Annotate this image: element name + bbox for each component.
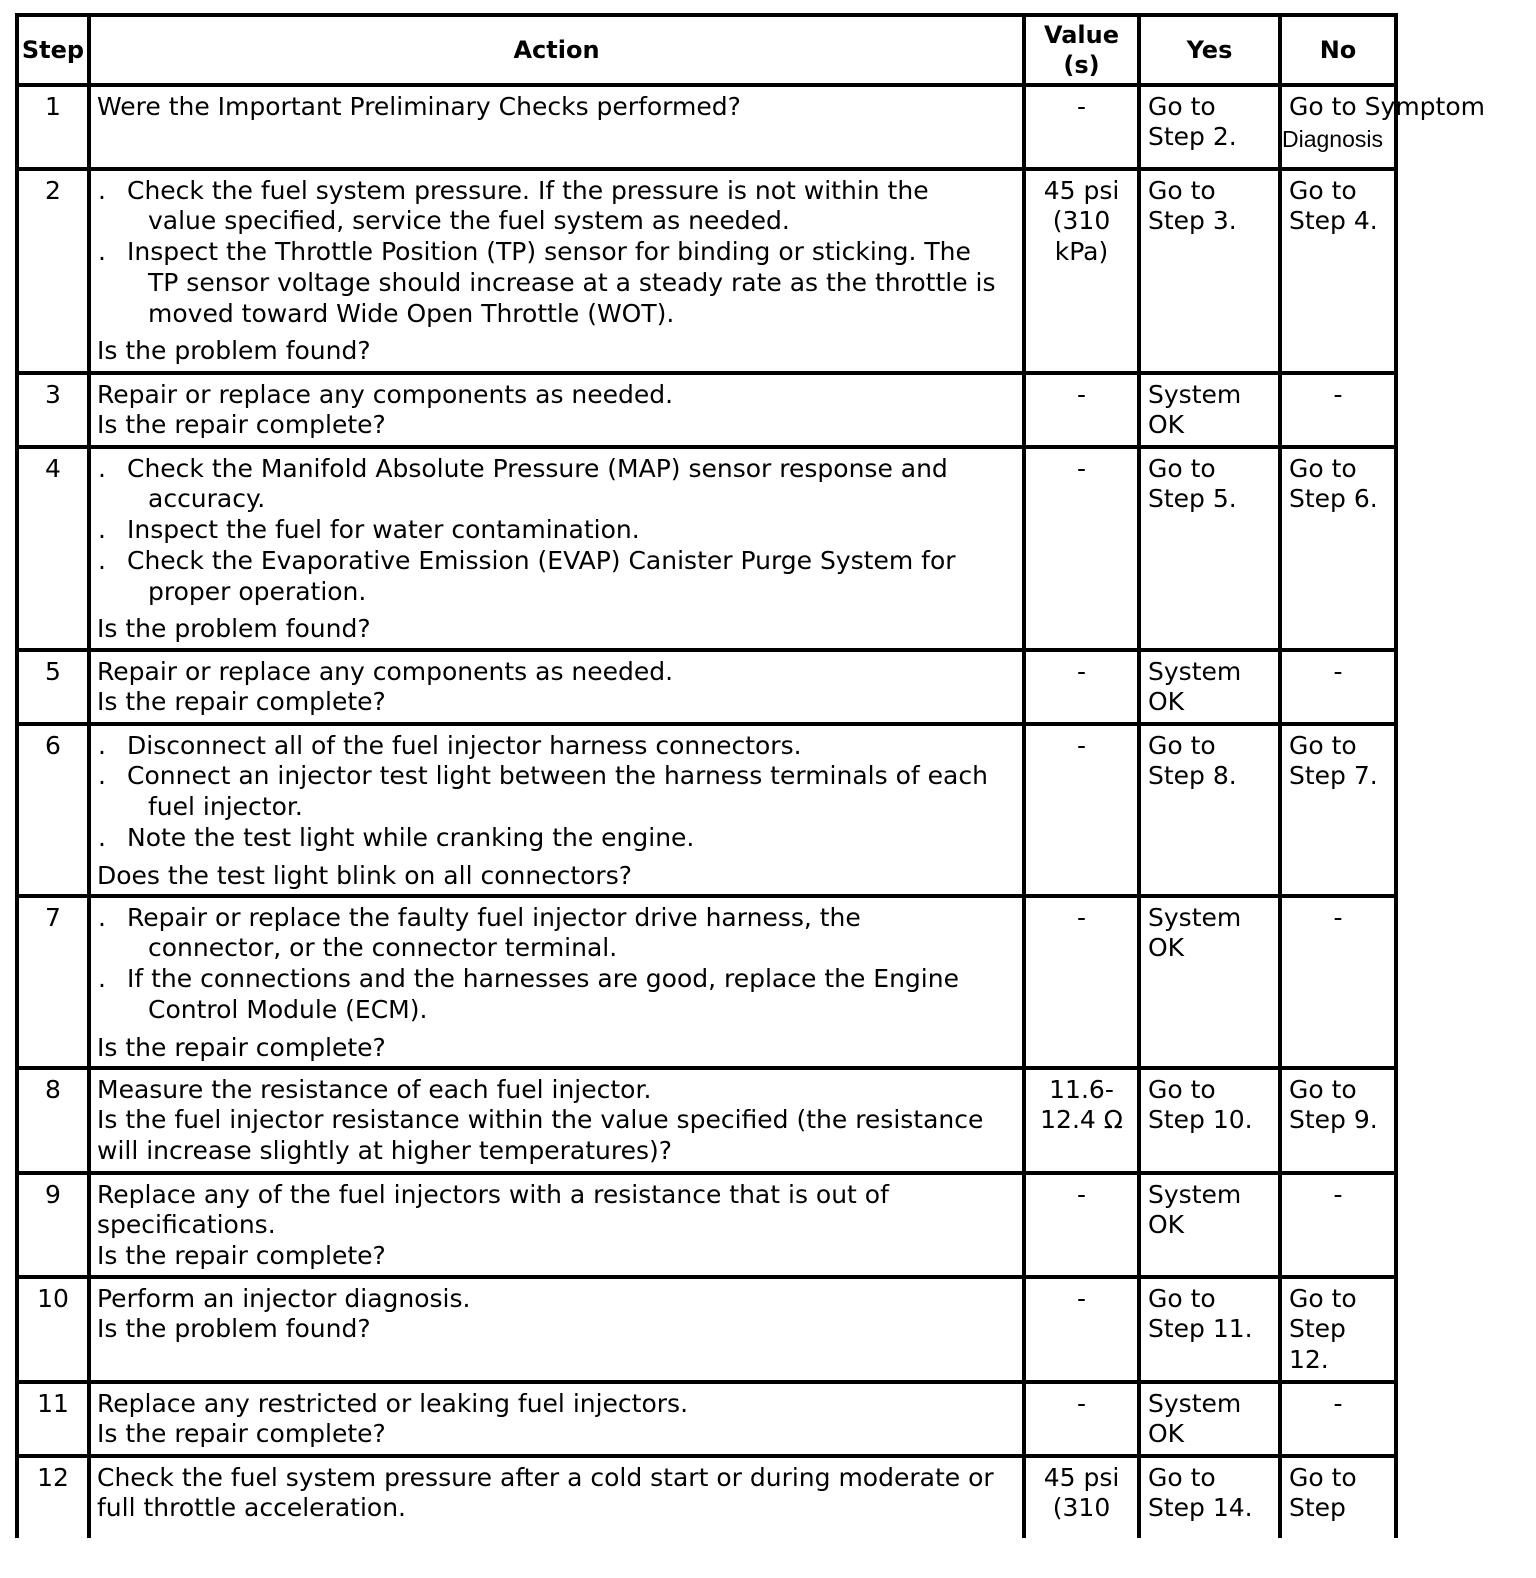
action-text: Is the repair complete? <box>97 1241 386 1270</box>
bullet-marker: . <box>98 237 106 266</box>
yes-cell: Go to Step 10. <box>1148 1074 1253 1135</box>
no-cell: Go to Step <box>1289 1462 1357 1523</box>
step-cell: 10 <box>37 1283 69 1313</box>
yes-cell: Go to Step 8. <box>1148 730 1237 791</box>
action-bullet-item <box>97 237 1022 329</box>
action-bullet-text: Connect an injector test light between the harness terminals of each fuel injector. <box>127 761 988 821</box>
step-cell: 5 <box>45 656 61 686</box>
value-cell: - <box>1076 730 1087 760</box>
yes-cell: System OK <box>1148 379 1242 440</box>
step-cell: 8 <box>45 1074 61 1104</box>
no-cell: Go to Step 9. <box>1289 1074 1378 1135</box>
action-cell <box>91 898 1022 1066</box>
action-cell <box>91 375 1022 445</box>
action-cell <box>91 1070 1022 1171</box>
no-cell: - <box>1333 1388 1343 1418</box>
step-cell: 9 <box>45 1179 61 1209</box>
bullet-marker: . <box>98 515 106 544</box>
table-row <box>0 449 1536 648</box>
action-text: Replace any of the fuel injectors with a resistance that is out of specifications. <box>97 1179 889 1240</box>
value-cell: - <box>1076 1179 1087 1209</box>
yes-cell: System OK <box>1148 1388 1242 1449</box>
action-text: Is the repair complete? <box>97 687 386 717</box>
value-cell: - <box>1076 902 1087 932</box>
header-yes: Yes <box>1186 36 1233 64</box>
action-bullet-item <box>97 515 1022 546</box>
step-cell: 6 <box>45 730 61 760</box>
action-bullet-item <box>97 823 1022 854</box>
bullet-marker: . <box>98 761 106 791</box>
action-bullet-text: Check the fuel system pressure. If the pressure is not within the value specified, service the fuel system as needed. <box>127 175 929 236</box>
no-cell: - <box>1333 1179 1343 1209</box>
action-cell <box>91 87 1022 167</box>
action-bullet-text: If the connections and the harnesses are good, replace the Engine Control Module (ECM). <box>127 964 959 1024</box>
no-cell: - <box>1333 656 1343 686</box>
action-bullet-text: Repair or replace the faulty fuel injector drive harness, the connector, or the connector terminal. <box>127 902 861 963</box>
action-cell <box>91 449 1022 648</box>
action-text: Check the fuel system pressure after a cold start or during moderate or full throttle acceleration. <box>97 1462 994 1523</box>
step-cell: 4 <box>45 453 61 483</box>
no-cell: Go to Step 7. <box>1289 730 1378 791</box>
step-cell: 7 <box>45 902 61 932</box>
action-bullet-text: Note the test light while cranking the engine. <box>127 822 695 852</box>
no-cell: Go to Step 12. <box>1289 1283 1357 1374</box>
yes-cell: System OK <box>1148 656 1242 717</box>
table-row <box>0 171 1536 371</box>
no-cell: Go to Step 6. <box>1289 453 1378 514</box>
value-cell: - <box>1076 1283 1087 1313</box>
header-action: Action <box>513 36 600 64</box>
value-cell: 45 psi (310 kPa) <box>1043 175 1120 266</box>
action-text: Measure the resistance of each fuel injector. <box>97 1074 652 1104</box>
value-cell: 11.6- 12.4 Ω <box>1040 1074 1123 1135</box>
step-cell: 12 <box>37 1462 69 1492</box>
header-no: No <box>1319 36 1357 64</box>
header-value: Value (s) <box>1043 21 1120 79</box>
bullet-marker: . <box>98 730 106 760</box>
value-cell: - <box>1076 453 1087 483</box>
action-cell <box>91 1279 1022 1380</box>
bullet-marker: . <box>98 545 106 575</box>
table-row <box>0 375 1536 445</box>
header-step: Step <box>21 36 85 64</box>
action-bullet-item <box>97 964 1022 1026</box>
bullet-marker: . <box>98 964 106 993</box>
yes-cell: Go to Step 14. <box>1148 1462 1253 1523</box>
action-text: Perform an injector diagnosis. <box>97 1283 471 1313</box>
action-bullet-item <box>97 731 1022 762</box>
action-question: Is the problem found? <box>97 336 371 366</box>
action-text: Is the repair complete? <box>97 1419 386 1449</box>
action-text: Repair or replace any components as needed. <box>97 379 674 409</box>
table-row <box>0 726 1536 894</box>
value-cell: 45 psi (310 <box>1043 1462 1120 1523</box>
action-bullet-text: Inspect the Throttle Position (TP) sensor for binding or sticking. The TP sensor voltage should increase at a steady rate as the throttle is moved toward Wide Open Throttle (WOT). <box>127 237 996 328</box>
table-row <box>0 1458 1536 1538</box>
action-question: Does the test light blink on all connectors? <box>97 860 632 890</box>
yes-cell: Go to Step 2. <box>1148 91 1237 152</box>
table-row <box>0 652 1536 722</box>
yes-cell: System OK <box>1148 902 1242 963</box>
table-row <box>0 1279 1536 1380</box>
action-text: Replace any restricted or leaking fuel injectors. <box>97 1388 689 1418</box>
yes-cell: System OK <box>1148 1179 1242 1240</box>
yes-cell: Go to Step 3. <box>1148 175 1237 236</box>
action-bullet-text: Check the Manifold Absolute Pressure (MAP) sensor response and accuracy. <box>127 453 948 514</box>
value-cell: - <box>1076 379 1087 409</box>
value-cell: - <box>1076 91 1087 121</box>
action-cell <box>91 652 1022 722</box>
value-cell: - <box>1076 1388 1087 1418</box>
no-text: Go to Symptom <box>1289 91 1485 121</box>
action-bullet-item <box>97 546 1022 608</box>
table-row <box>0 1175 1536 1275</box>
action-cell <box>91 1458 1022 1538</box>
action-bullet-item <box>97 903 1022 965</box>
action-text: Repair or replace any components as needed. <box>97 656 674 686</box>
yes-cell: Go to Step 5. <box>1148 453 1237 514</box>
action-question: Is the repair complete? <box>97 1032 386 1062</box>
action-question: Is the problem found? <box>97 614 371 644</box>
action-cell <box>91 1175 1022 1275</box>
action-text: Is the fuel injector resistance within the value specified (the resistance will increase slightly at higher temperatures)? <box>97 1105 984 1165</box>
action-cell <box>91 171 1022 371</box>
bullet-marker: . <box>98 902 106 932</box>
action-cell <box>91 726 1022 894</box>
table-row <box>0 898 1536 1066</box>
no-note-text: Diagnosis <box>1282 126 1383 153</box>
action-bullet-text: Check the Evaporative Emission (EVAP) Canister Purge System for proper operation. <box>127 545 956 606</box>
bullet-marker: . <box>98 822 106 852</box>
action-bullet-text: Inspect the fuel for water contamination. <box>127 515 640 544</box>
action-bullet-text: Disconnect all of the fuel injector harness connectors. <box>127 730 802 760</box>
no-cell <box>1282 87 1485 167</box>
yes-cell: Go to Step 11. <box>1148 1283 1253 1344</box>
action-cell <box>91 1384 1022 1454</box>
no-cell: Go to Step 4. <box>1289 175 1378 236</box>
table-row <box>0 87 1536 167</box>
step-cell: 1 <box>45 91 61 121</box>
action-bullet-item <box>97 761 1022 823</box>
bullet-marker: . <box>98 453 106 483</box>
value-cell: - <box>1076 656 1087 686</box>
step-cell: 2 <box>45 175 61 205</box>
action-text: Is the problem found? <box>97 1314 371 1344</box>
step-cell: 3 <box>45 379 61 409</box>
action-bullet-item <box>97 454 1022 516</box>
action-text: Is the repair complete? <box>97 410 386 440</box>
bullet-marker: . <box>98 175 106 205</box>
table-row <box>0 1384 1536 1454</box>
no-cell: - <box>1333 379 1343 409</box>
step-cell: 11 <box>37 1388 69 1418</box>
action-text: Were the Important Preliminary Checks performed? <box>97 91 741 121</box>
no-cell: - <box>1333 902 1343 932</box>
action-bullet-item <box>97 176 1022 238</box>
table-row <box>0 1070 1536 1171</box>
